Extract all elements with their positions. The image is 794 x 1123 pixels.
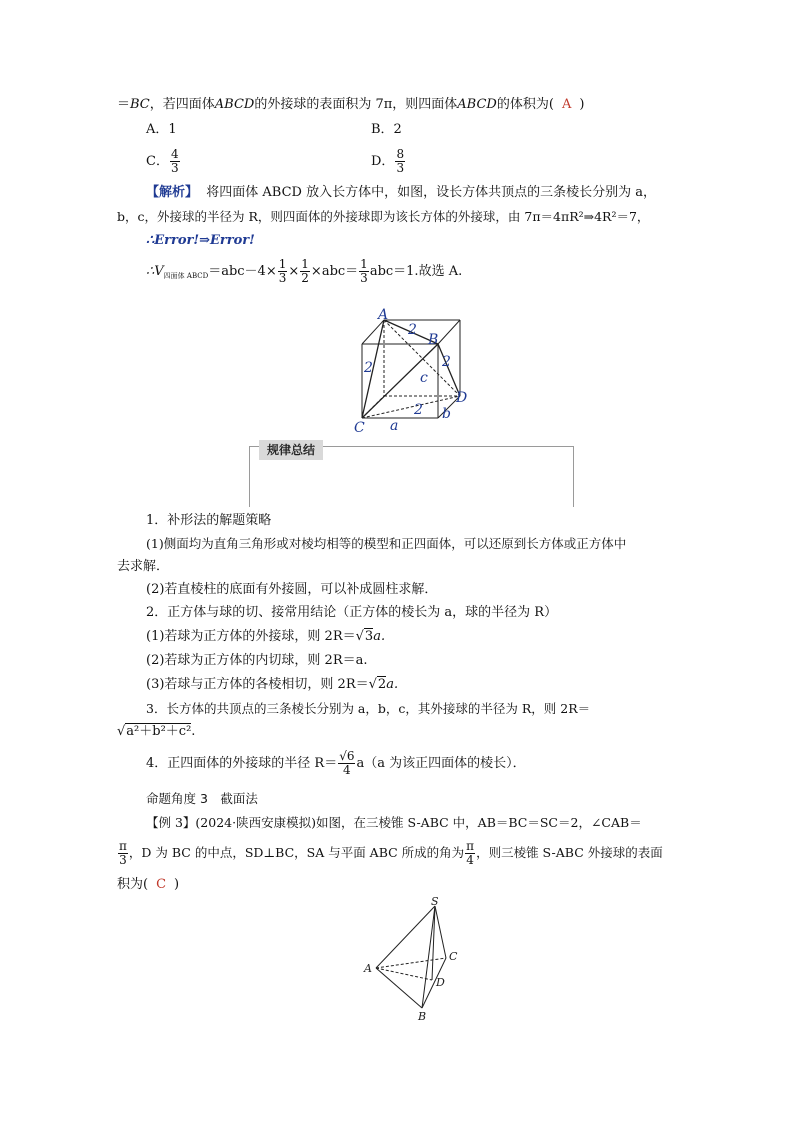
summary-tag: 规律总结: [259, 440, 323, 460]
label-c: C: [449, 950, 458, 963]
label-b: B: [418, 1010, 427, 1023]
label-c: C: [354, 420, 365, 436]
summary-item-1: 1．补形法的解题策略: [146, 513, 272, 528]
tetra-edge-bd: [438, 344, 460, 396]
solution-line-3: ∴Error!⇒Error!: [146, 233, 255, 248]
edge-sa: [376, 906, 435, 968]
example-3-line-1: 【例 3】(2024·陕西安康模拟)如图，在三棱锥 S-ABC 中，AB＝BC＝SC＝2，∠CAB＝: [146, 815, 642, 830]
label-edge-2-right: 2: [442, 354, 451, 370]
summary-item-3: 3．长方体的共顶点的三条棱长分别为 a，b，c，其外接球的半径为 R，则 2R＝: [146, 701, 591, 716]
question-stem: ＝BC，若四面体ABCD的外接球的表面积为 7π，则四面体ABCD的体积为( A ): [117, 97, 585, 112]
solution-line-4: $\therefore V_{四面体 ABCD}=abc-4\times$ $\frac{1}{3}$ × $\frac{1}{2}$ ×abc＝ $\frac{1}{3}$ abc＝1.故选 A.: [146, 257, 463, 285]
solution-line-2: b，c，外接球的半径为 R，则四面体的外接球即为该长方体的外接球，由 7π＝4πR²⇒4R²＝7，: [117, 209, 650, 224]
edge: [438, 320, 460, 344]
label-b-lower: b: [442, 406, 451, 422]
solution-line-1: 【解析】 将四面体 ABCD 放入长方体中，如图，设长方体共顶点的三条棱长分别为 a，: [146, 185, 656, 200]
label-d: D: [456, 390, 468, 406]
summary-item-1-2: (2)若直棱柱的底面有外接圆，可以补成圆柱求解．: [146, 582, 438, 597]
label-a: A: [378, 307, 389, 323]
summary-item-1-1b: 去求解．: [117, 559, 170, 574]
label-edge-2-left: 2: [364, 360, 373, 376]
option-a: A．1: [146, 122, 177, 137]
label-s: S: [431, 896, 439, 908]
label-b: B: [428, 332, 439, 348]
edge-ad: [376, 968, 432, 980]
example-3-line-2: $\frac{\pi}{3}$ ，D 为 BC 的中点，SD⊥BC，SA 与平面 ABC 所成的角为 $\frac{\pi}{4}$ ，则三棱锥 S-ABC 外接球的表面: [119, 839, 663, 867]
option-b: B．2: [371, 122, 402, 137]
summary-item-4: 4．正四面体的外接球的半径 R＝ $\frac{√6}{4}$ a（a 为该正四面体的棱长）．: [146, 749, 526, 777]
cuboid-figure: [348, 306, 478, 436]
summary-item-2: 2．正方体与球的切、接常用结论（正方体的棱长为 a，球的半径为 R）: [146, 605, 558, 620]
label-edge-2-bottom: 2: [414, 402, 423, 418]
solution-tag: 【解析】: [146, 185, 199, 200]
label-a-lower: a: [390, 418, 399, 434]
summary-item-2-3: (3)若球与正方体的各棱相切，则 2R＝√2a.: [146, 677, 399, 692]
answer-mark: C: [156, 877, 167, 892]
label-d: D: [436, 976, 445, 989]
option-c: C． $\frac{4}{3}$: [146, 147, 179, 175]
summary-item-2-1: (1)若球为正方体的外接球，则 2R＝√3a.: [146, 629, 386, 644]
label-a: A: [364, 962, 372, 975]
edge-ac: [376, 958, 446, 968]
example-3-line-3: 积为( C ): [117, 877, 180, 892]
section-heading: 命题角度 3 截面法: [146, 791, 258, 806]
label-c-lower: c: [420, 370, 428, 386]
tetrahedron-figure: [360, 896, 470, 1024]
summary-item-2-2: (2)若球为正方体的内切球，则 2R＝a.: [146, 653, 368, 668]
edge-ab: [376, 968, 422, 1008]
label-edge-2-top: 2: [408, 322, 417, 338]
edge-sc: [435, 906, 446, 958]
answer-mark: A: [561, 97, 572, 112]
option-d: D． $\frac{8}{3}$: [371, 147, 405, 175]
summary-item-3b: √a²＋b²＋c².: [117, 724, 196, 739]
summary-item-1-1: (1)侧面均为直角三角形或对棱均相等的模型和正四面体，可以还原到长方体或正方体中: [146, 536, 627, 551]
